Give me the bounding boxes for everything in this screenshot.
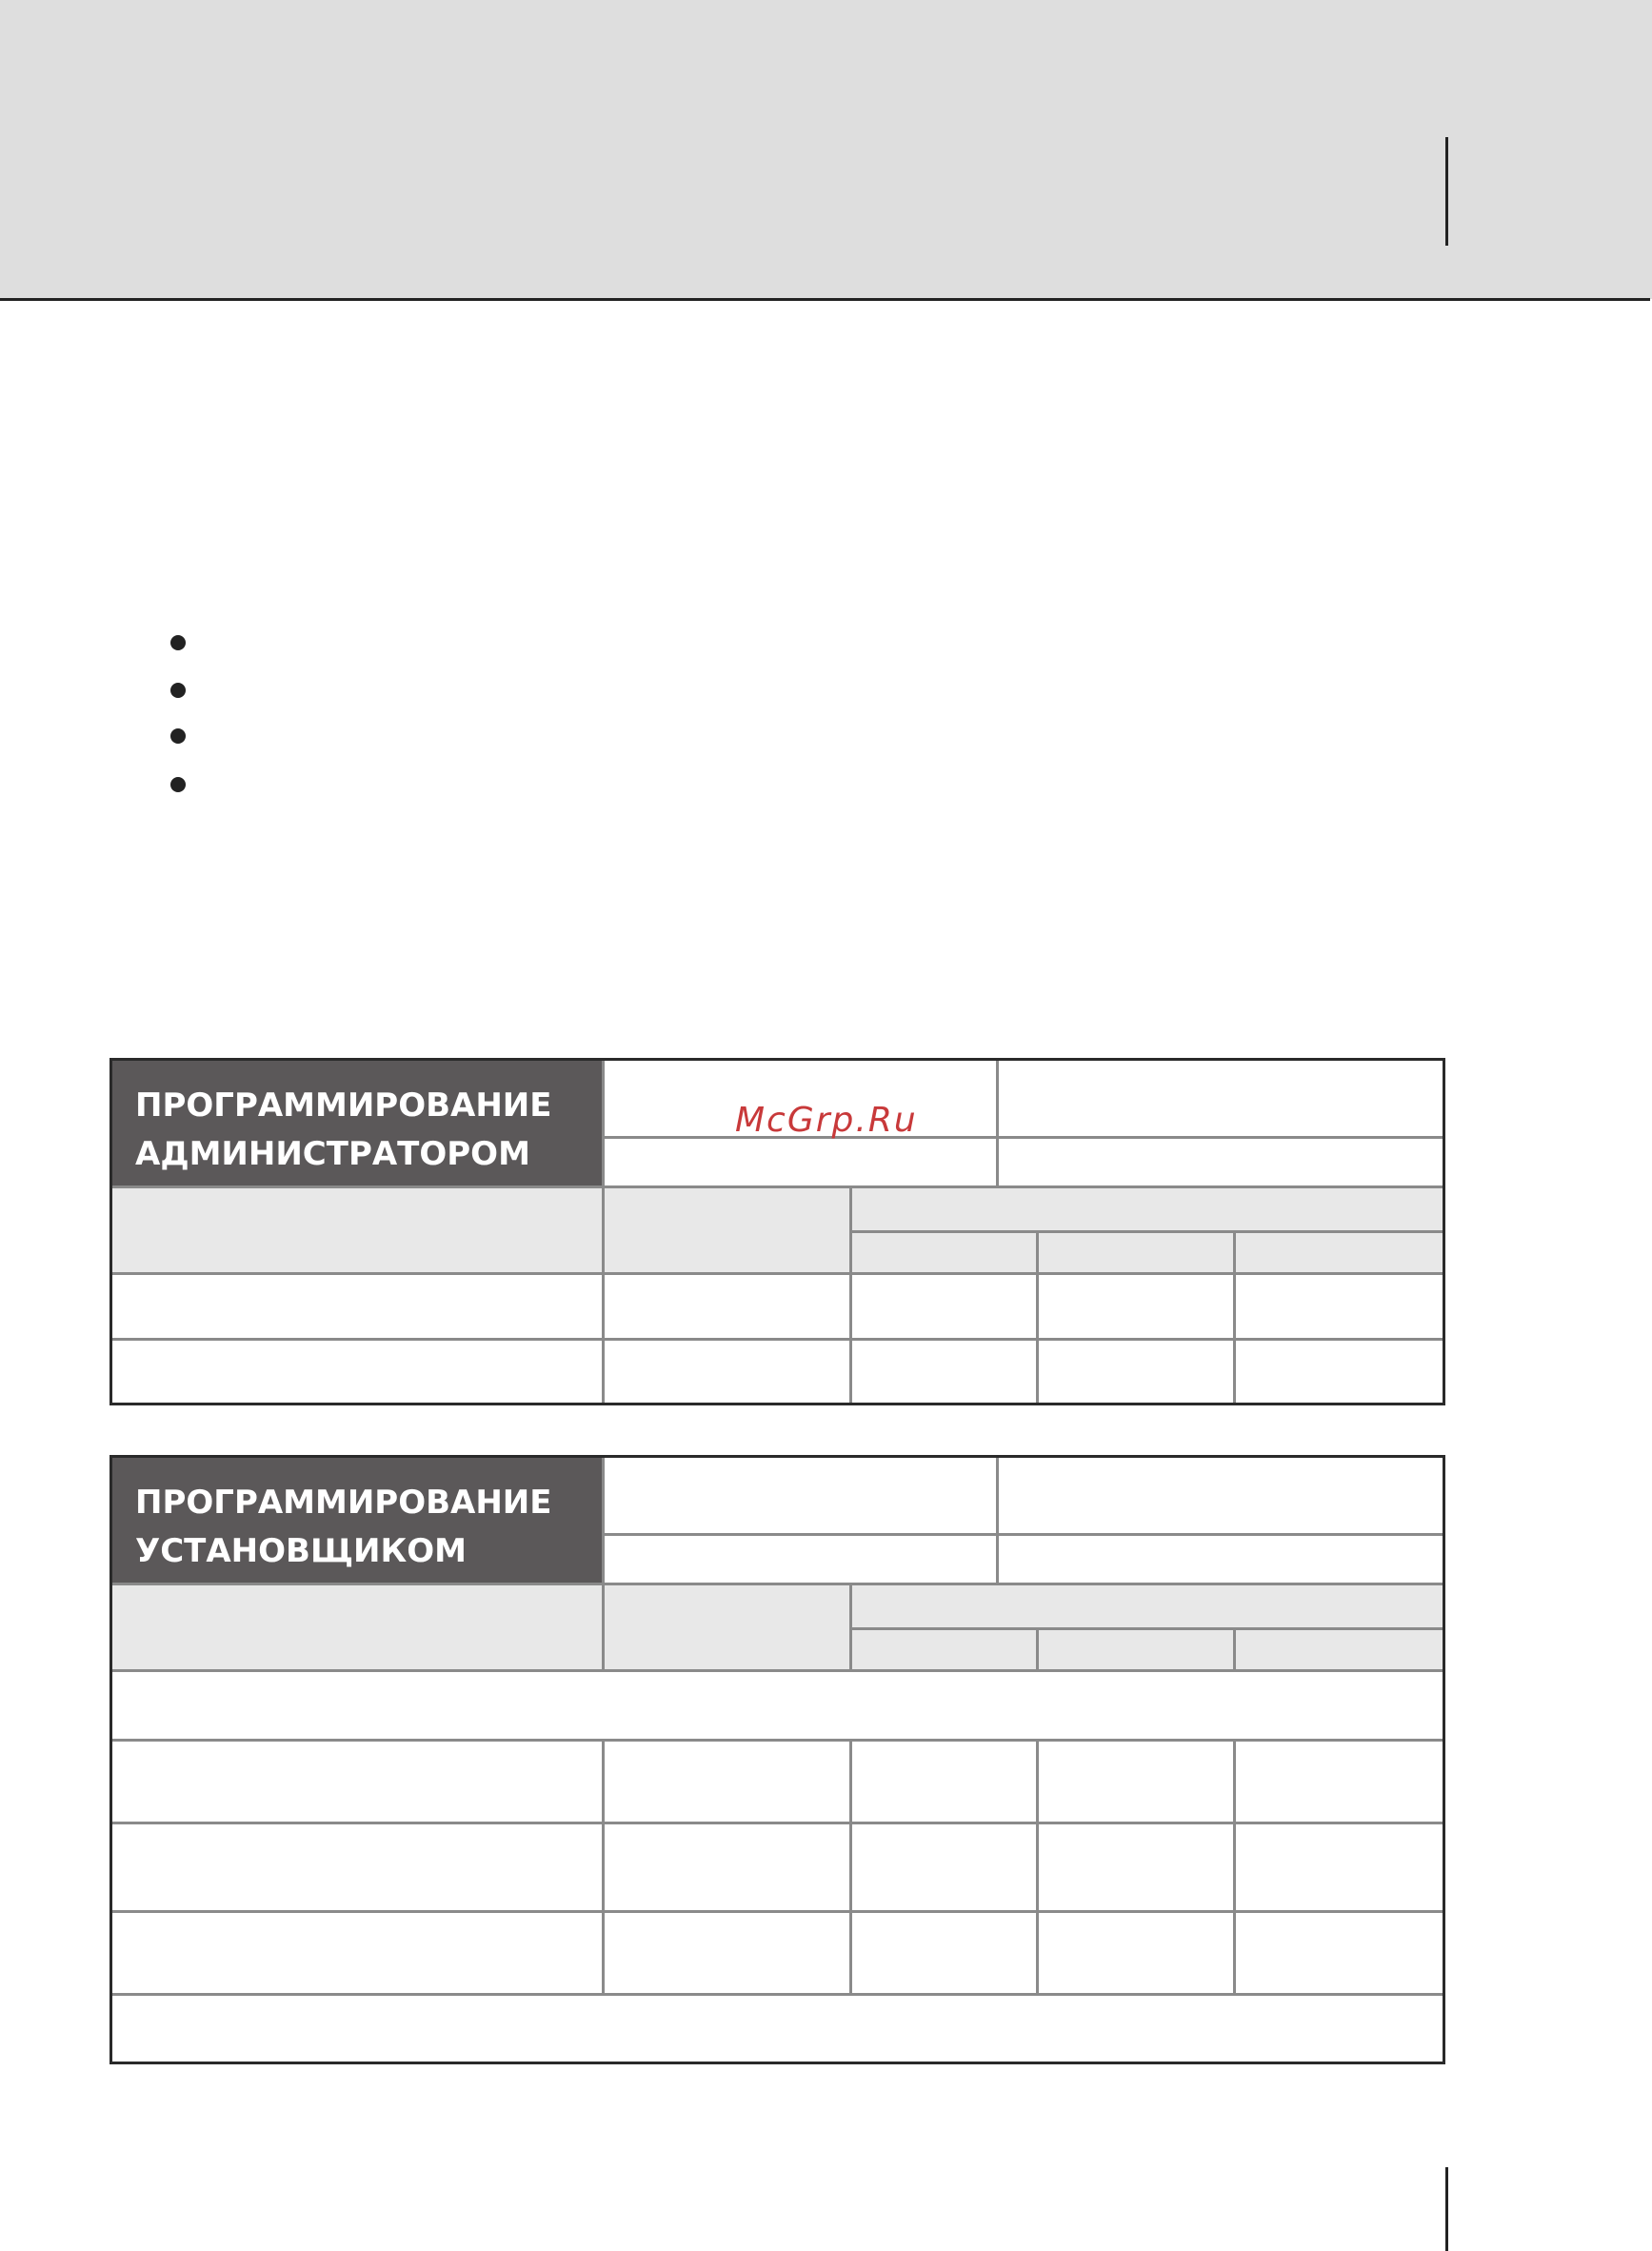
header-tick-mark (1445, 137, 1448, 246)
table-title-line-2: УСТАНОВЩИКОМ (135, 1532, 468, 1570)
bullet-point-3 (170, 728, 186, 744)
table-title (112, 1458, 602, 1585)
header-divider (0, 298, 1650, 301)
bullet-point-2 (170, 683, 186, 698)
bullet-point-4 (170, 777, 186, 792)
table-title-line-2: АДМИНИСТРАТОРОМ (135, 1135, 530, 1173)
table-title-line-1: ПРОГРАММИРОВАНИЕ (135, 1086, 552, 1125)
bullet-point-1 (170, 635, 186, 650)
header-band (0, 0, 1652, 299)
footer-tick-mark (1445, 2167, 1448, 2251)
table-title-line-1: ПРОГРАММИРОВАНИЕ (135, 1484, 552, 1522)
table-title (112, 1061, 602, 1188)
installer-programming-table (109, 1455, 1445, 2064)
watermark-text: McGrp.Ru (735, 1101, 918, 1140)
